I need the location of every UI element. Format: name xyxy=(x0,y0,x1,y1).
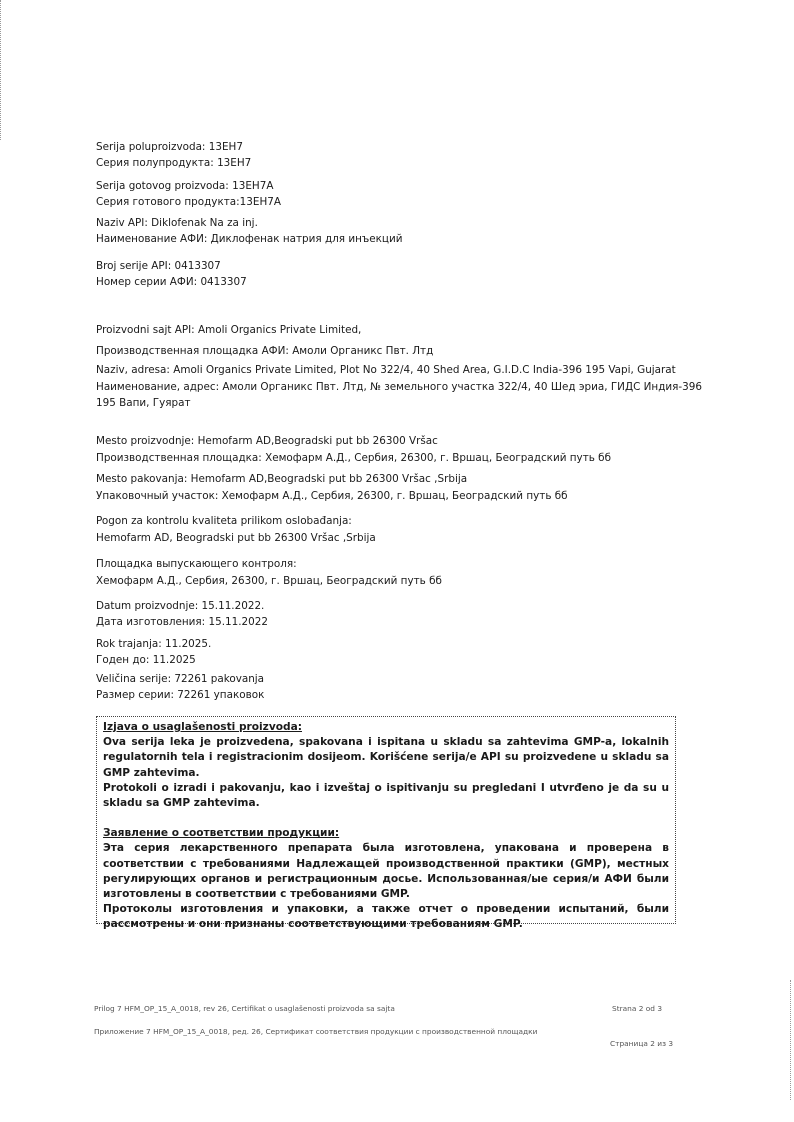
statement-paragraph: Эта серия лекарственного препарата была изготовлена, упакована и проверена в соответствии с требованиями Надлежащей производственной практики (GMP), местных регулирующих органов и регистрационным досье. Использованная/ые серия/и АФИ были изготовлены в соответствии с требованиями GMP. xyxy=(103,842,669,901)
batch-size xyxy=(96,672,264,703)
footer-doc-ref-sr: Prilog 7 HFM_OP_15_A_0018, rev 26, Certifikat o usaglašenosti proizvoda sa sajta xyxy=(94,1004,395,1013)
expiry-date xyxy=(96,637,211,668)
statement-paragraph: Protokoli o izradi i pakovanju, kao i izveštaj o ispitivanju su pregledani I utvrđeno je da su u skladu sa GMP zahtevima. xyxy=(103,781,669,810)
release-control-site-ru xyxy=(96,556,442,589)
text-line: Mesto pakovanja: Hemofarm AD,Beogradski put bb 26300 Vršac ,Srbija xyxy=(96,473,468,485)
api-batch-number xyxy=(96,259,247,290)
packaging-site xyxy=(96,471,568,504)
text-line: Mesto proizvodnje: Hemofarm AD,Beogradski put bb 26300 Vršac xyxy=(96,435,438,447)
manufacturing-date xyxy=(96,599,268,630)
text-line: Naziv, adresa: Amoli Organics Private Limited, Plot No 322/4, 40 Shed Area, G.I.D.C India-396 195 Vapi, Gujarat xyxy=(96,364,676,376)
qc-release-site xyxy=(96,513,376,546)
text-line: Broj serije API: 0413307 xyxy=(96,260,221,272)
text-line: Serija gotovog proizvoda: 13EH7A xyxy=(96,180,274,192)
conformity-statement-box xyxy=(96,716,676,931)
semi-product-batch xyxy=(96,140,251,171)
text-line: Serija poluproizvoda: 13EH7 xyxy=(96,141,243,153)
text-line: Серия готового продукта:13EH7A xyxy=(96,195,281,208)
footer-page-sr: Strana 2 od 3 xyxy=(612,1004,663,1013)
text-line: 195 Вапи, Гуярат xyxy=(96,397,191,409)
statement-heading-ru: Заявление о соответствии продукции: xyxy=(103,827,340,840)
api-name xyxy=(96,216,402,247)
text-line: Хемофарм А.Д., Сербия, 26300, г. Вршац, Београдский путь бб xyxy=(96,574,442,587)
text-line: Pogon za kontrolu kvaliteta prilikom oslobađanja: xyxy=(96,515,352,527)
statement-paragraph: Ova serija leka je proizvedena, spakovana i ispitana u skladu sa zahtevima GMP-a, lokalnih regulatornih tela i registracionim dosijeom. Korišćene serija/e API su proizvedene u skladu sa GMP zahtevima. xyxy=(103,736,669,779)
statement-paragraph: Протоколы изготовления и упаковки, а также отчет о проведении испытаний, были рассмотрены и они признаны соответствующими требованиям GMP. xyxy=(103,903,669,931)
scan-edge-mark xyxy=(790,980,792,1100)
scan-edge-mark xyxy=(0,0,3,140)
text-line: Производственная площадка АФИ: Амоли Органикс Пвт. Лтд xyxy=(96,345,434,357)
text-line: Rok trajanja: 11.2025. xyxy=(96,638,212,650)
text-line: Datum proizvodnje: 15.11.2022. xyxy=(96,600,265,612)
text-line: Серия полупродукта: 13EH7 xyxy=(96,156,252,169)
text-line: Наименование, адрес: Амоли Органикс Пвт. Лтд, № земельного участка 322/4, 40 Шед эриа, ГИДС Индия-396 xyxy=(96,380,702,393)
text-line: Дата изготовления: 15.11.2022 xyxy=(96,615,268,628)
footer-doc-ref-ru: Приложение 7 HFM_OP_15_A_0018, ред. 26, Сертификат соответствия продукции с производственной площадки xyxy=(94,1027,538,1036)
text-line: Veličina serije: 72261 pakovanja xyxy=(96,673,265,685)
manufacturing-site xyxy=(96,433,611,467)
text-line: Proizvodni sajt API: Amoli Organics Private Limited, xyxy=(96,324,362,336)
api-manufacturing-site xyxy=(96,320,433,362)
finished-product-batch xyxy=(96,179,281,210)
text-line: Наименование АФИ: Диклофенак натрия для инъекций xyxy=(96,232,403,245)
text-line: Площадка выпускающего контроля: xyxy=(96,558,297,570)
statement-heading-sr: Izjava o usaglašenosti proizvoda: xyxy=(103,721,302,733)
text-line: Упаковочный участок: Хемофарм А.Д., Сербия, 26300, г. Вршац, Београдский путь бб xyxy=(96,489,568,502)
text-line: Номер серии АФИ: 0413307 xyxy=(96,275,247,288)
text-line: Годен до: 11.2025 xyxy=(96,653,196,666)
footer-page-ru: Страница 2 из 3 xyxy=(610,1039,674,1048)
text-line: Hemofarm AD, Beogradski put bb 26300 Vršac ,Srbija xyxy=(96,531,376,544)
text-line: Производственная площадка: Хемофарм А.Д., Сербия, 26300, г. Вршац, Београдский путь бб xyxy=(96,452,611,464)
text-line: Размер серии: 72261 упаковок xyxy=(96,688,265,701)
text-line: Naziv API: Diklofenak Na za inj. xyxy=(96,217,258,229)
api-site-address xyxy=(96,362,702,412)
